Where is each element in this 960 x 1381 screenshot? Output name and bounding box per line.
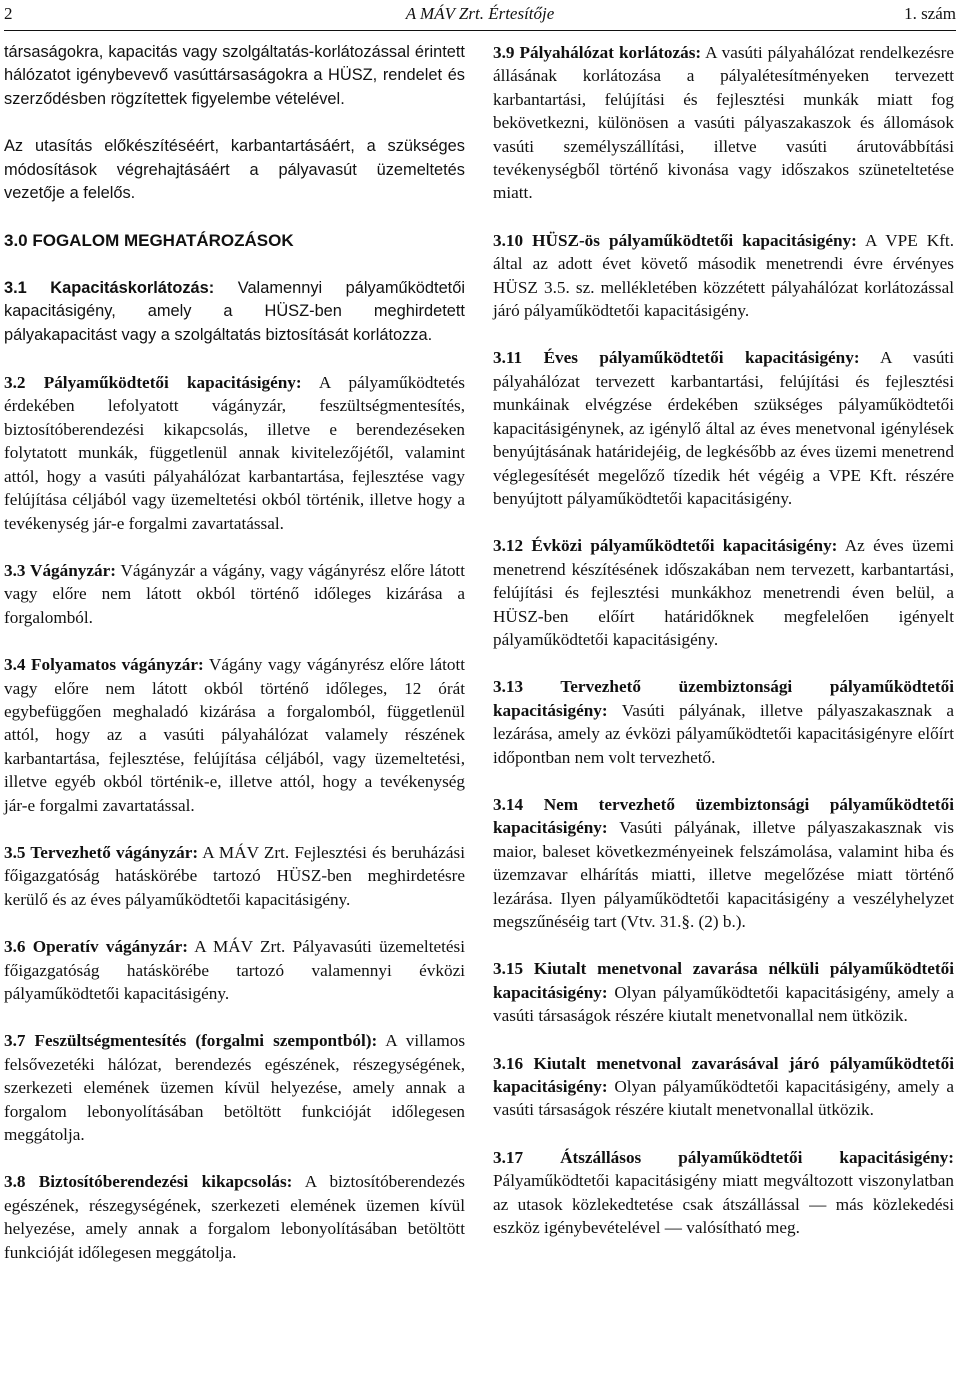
left-column [4, 41, 465, 1288]
term: 3.15 Kiutalt menetvonal zavarása nélküli pályaműködtetői kapacitásigény: [493, 959, 954, 1002]
intro-paragraph: társaságokra, kapacitás vagy szolgáltatás-korlátozással érintett hálózatot igénybevevő vasúttársaságokra a HÜSZ, rendelet és szerződésben rögzítettek figyelembe vételével. [4, 43, 465, 108]
term: 3.11 Éves pályaműködtetői kapacitásigény: [493, 348, 860, 368]
definition-3-12 [493, 534, 954, 651]
section-heading: 3.0 FOGALOM MEGHATÁROZÁSOK [4, 231, 294, 251]
term: 3.6 Operatív vágányzár: [4, 937, 188, 957]
responsibility-paragraph: Az utasítás előkészítéséért, karbantartásáért, a szükséges módosítások végrehajtásáért a pályavasút üzemeltetés vezetője a felelős. [4, 137, 465, 203]
definition-3-2 [4, 371, 465, 535]
term: 3.1 Kapacitáskorlátozás: [4, 278, 215, 297]
definition-3-11 [493, 346, 954, 510]
term: 3.16 Kiutalt menetvonal zavarásával járó pályaműködtetői kapacitásigény: [493, 1053, 954, 1097]
definition-text: A VPE Kft. által az adott évet követő második menetrendi évre érvényes HÜSZ 3.5. sz. mellékletében közzétett pályahálózat korlátozással járó pályaműködtetői kapacitásigény. [493, 230, 954, 321]
term: 3.8 Biztosítóberendezési kikapcsolás: [4, 1172, 293, 1192]
definition-3-7 [4, 1029, 465, 1146]
page-number: 2 [4, 4, 13, 23]
definition-text: A vasúti pályahálózat tervezett karbantartási, felújítási és fejlesztési munkáinak elvégzése érdekében szükséges pályaműködtetői kapacitásigénynek, az igénylő által az éves menetvonal igénylések benyújtásának határidejéig, de legkésőbb az éves üzemi menetrend véglegesítését megelőző tízedik hét végéig a VPE Kft. részére benyújtott pályaműködtetői kapacitásigény. [493, 348, 954, 508]
term: 3.4 Folyamatos vágányzár: [4, 655, 204, 675]
definition-text: A vasúti pályahálózat rendelkezésre állásának korlátozása a pályalétesítményeken tervezett karbantartási, felújítási és fejlesztési munkák miatt fog bekövetkezni, különösen a vasúti pályaszakaszok és állomások vasúti személyszállítási, illetve vasúti árutovábbítási tevékenységből történő kivonása vagy időszakos szüneteltetése miatt. [493, 43, 954, 203]
definition-3-1 [4, 277, 465, 347]
term: 3.7 Feszültségmentesítés (forgalmi szempontból): [4, 1031, 378, 1051]
definition-3-14 [493, 793, 954, 933]
definition-3-5 [4, 841, 465, 911]
definition-text: A MÁV Zrt. Pályavasúti üzemeltetési főigazgatóság hatáskörébe tartozó valamennyi évközi pályaműködtetői kapacitásigény. [4, 937, 465, 1003]
term: 3.13 Tervezhető üzembiztonsági pályaműködtetői kapacitásigény: [493, 677, 954, 720]
term: 3.2 Pályaműködtetői kapacitásigény: [4, 373, 302, 393]
definition-text: Vasúti pályának, illetve pályaszakasznak vis maior, baleset következményeinek felszámolása, valamint hiba és üzemzavar elhárítás miatti, illetve megelőzése miatt történő lezárása. Ilyen pályaműködtetői kapacitásigény a veszélyhelyzet megszűnéséig tart (Vtv. 31.§. (2) b.). [493, 818, 954, 931]
definition-text: Olyan pályaműködtetői kapacitásigény, amely a vasúti társaságok részére kiutalt menetvonallal nem ütközik. [493, 982, 954, 1026]
term: 3.12 Évközi pályaműködtetői kapacitásigény: [493, 536, 838, 556]
definition-text: Olyan pályaműködtetői kapacitásigény, amely a vasúti társaságok részére kiutalt menetvonallal ütközik. [493, 1077, 954, 1120]
definition-text: Valamennyi pályaműködtetői kapacitásigény, amely a HÜSZ-ben meghirdetett pályakapacitást vagy a szolgáltatás biztosítását korlátozza. [4, 278, 465, 344]
term: 3.14 Nem tervezhető üzembiztonsági pályaműködtetői kapacitásigény: [493, 794, 954, 838]
definition-3-8 [4, 1170, 465, 1264]
journal-title: A MÁV Zrt. Értesítője [405, 4, 555, 23]
definition-text: A MÁV Zrt. Fejlesztési és beruházási főigazgatóság hatáskörébe tartozó HÜSZ-ben meghirdetésre kerülő és az éves pályaműködtetői kapacitásigény. [4, 842, 465, 909]
term: 3.10 HÜSZ-ös pályaműködtetői kapacitásigény: [493, 230, 857, 250]
page-header [4, 4, 956, 30]
definition-3-6 [4, 935, 465, 1005]
definition-3-3 [4, 559, 465, 629]
definition-text: A villamos felsővezetéki hálózat, berendezés egészének, részegységének, szerkezeti elemének üzemen kívül helyezése, amely annak a forgalom lebonyolításában betöltött funkcióját időlegesen meggátolja. [4, 1031, 466, 1145]
right-column [493, 41, 954, 1263]
definition-text: Vasúti pályának, illetve pályaszakasznak a lezárása, amely az évközi pályaműködtetői kapacitásigényre előírt időpontban nem volt tervezhető. [493, 700, 954, 767]
definition-3-15 [493, 957, 954, 1027]
definition-3-10 [493, 229, 954, 323]
issue-number: 1. szám [904, 4, 956, 23]
definition-text: Pályaműködtetői kapacitásigény miatt megváltozott viszonylatban az utasok közlekedtetése csak átszállással — más közlekedési eszköz igénybevételével — valósítható meg. [493, 1171, 954, 1238]
definition-3-16 [493, 1052, 954, 1122]
definition-3-17 [493, 1146, 954, 1240]
definition-text: Vágány vagy vágányrész előre látott vagy előre nem látott okból történő időleges, 12 órát egybefüggően meghaladó kizárása a forgalomból, függetlenül attól, hogy az a vasúti pályahálózat valamely részének karbantartása, fejlesztése, felújítása céljából, vagy üzemeltetési, illetve egyéb okból történik-e, illetve attól, hogy a tevékenység jár-e forgalmi zavartatással. [4, 655, 466, 815]
term: 3.17 Átszállásos pályaműködtetői kapacitásigény: [493, 1147, 954, 1167]
definition-3-13 [493, 675, 954, 769]
definition-text: A biztosítóberendezés egészének, részegységének, szerkezeti elemének üzemen kívül helyezése, amely annak a forgalom lebonyolításában betöltött funkcióját időlegesen meggátolja. [4, 1172, 465, 1262]
term: 3.5 Tervezhető vágányzár: [4, 842, 199, 862]
definition-3-4 [4, 653, 465, 817]
term: 3.3 Vágányzár: [4, 560, 116, 580]
definition-text: A pályaműködtetés érdekében lefolyatott vágányzár, feszültségmentesítés, biztosítóberendezési kikapcsolás, illetve e berendezéseken folytatott munkák, függetlenül annak kivitelezőjétől, valamint attól, hogy a vasúti pályahálózat karbantartása, fejlesztése vagy felújítása céljából vagy üzemeltetési okból történik, illetve hogy a tevékenység jár-e forgalmi zavartatással. [4, 373, 465, 533]
term: 3.9 Pályahálózat korlátozás: [493, 43, 702, 62]
definition-3-9 [493, 41, 954, 205]
definition-text: Vágányzár a vágány, vagy vágányrész előre látott vagy előre nem látott okból történő időleges kizárása a forgalomból. [4, 560, 465, 627]
header-rule [4, 30, 956, 31]
definition-text: Az éves üzemi menetrend készítésének időszakában nem tervezett, karbantartási, felújítási és fejlesztési munkákhoz menetrendi éven belül, a HÜSZ-ben előírt határidőknek megfelelően igényelt pályaműködtetői kapacitásigény. [493, 536, 954, 649]
